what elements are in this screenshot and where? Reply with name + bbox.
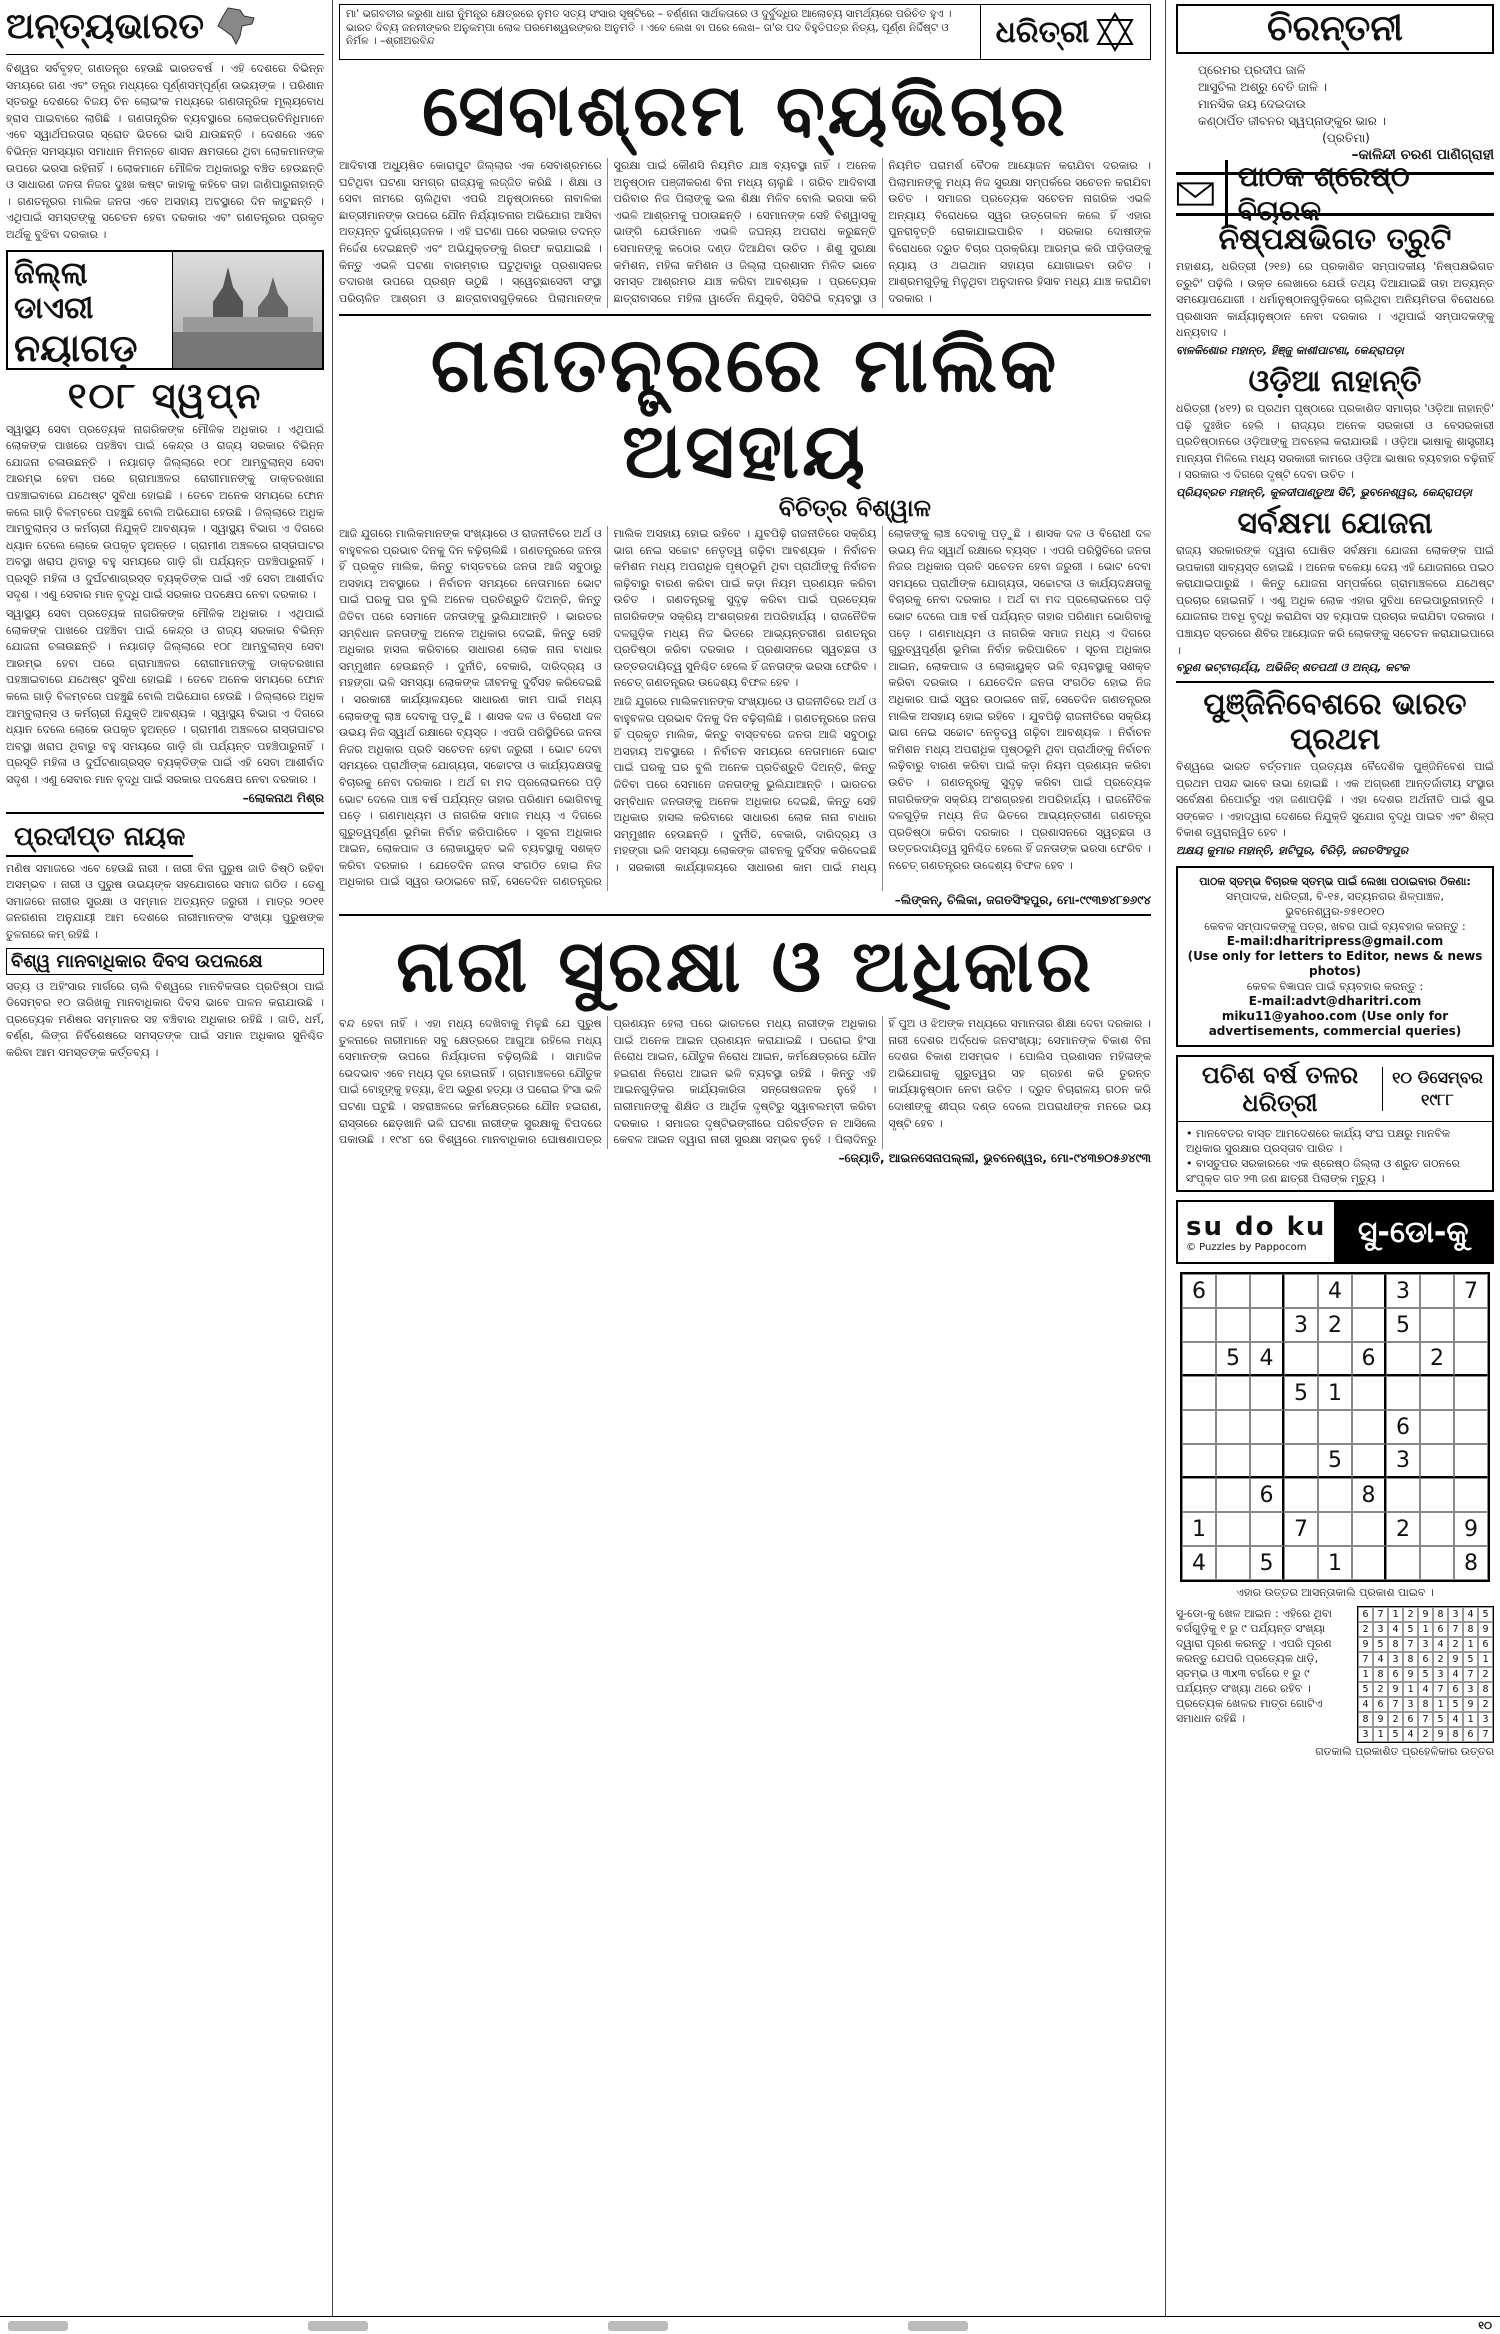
sudoku-cell: 3 — [1386, 1444, 1420, 1478]
ambulance-title: ୧୦୮ ସ୍ୱପ୍ନ — [67, 375, 263, 417]
letter4-signature: ଅକ୍ଷୟ କୁମାର ମହାନ୍ତି, ହାଟିପୁର, ବିରିଡ଼ି, ଜଗତସିଂହପୁର — [1176, 844, 1409, 858]
sudoku-cell: 4 — [1182, 1546, 1216, 1580]
column-rule-left — [332, 0, 333, 2316]
sudoku-rules: ସୁ-ଡୋ-କୁ ଖେଳ ଆଇନ : ଏହିରେ ଥିବା ବର୍ଗଗୁଡ଼ିକୁ ୧ ରୁ ୯ ପର୍ଯ୍ୟନ୍ତ ସଂଖ୍ୟା ଦ୍ୱାରା ପୂରଣ କରନ୍ତୁ । ଏପରି ପୂରଣ କରନ୍ତୁ ଯେପରି ପ୍ରତ୍ୟେକ ଧାଡ଼ି, ସ୍ତମ୍ଭ ଓ ୩x୩ ବର୍ଗରେ ୧ ରୁ ୯ ପର୍ଯ୍ୟନ୍ତ ସଂଖ୍ୟା ଥରେ ରହିବ । ପ୍ରତ୍ୟେକ ଖେଳର ମାତ୍ର ଗୋଟିଏ ସମାଧାନ ରହିଛି । — [1176, 1607, 1332, 1726]
sudoku-cell[interactable] — [1454, 1342, 1488, 1376]
letter3-heading: ସର୍ବକ୍ଷମା ଯୋଜନା — [1237, 505, 1433, 541]
sudoku-cell: 3 — [1386, 1274, 1420, 1308]
sudoku-cell[interactable] — [1216, 1308, 1250, 1342]
solution-cell: 3 — [1388, 1652, 1403, 1667]
letter2-signature: ପ୍ରିୟବ୍ରତ ମହାନ୍ତି, କୁଳଦୀପାଣ୍ଡୁଆ ସିଟି, ଭୁବନେଶ୍ୱର, କେନ୍ଦ୍ରାପଡ଼ା — [1176, 485, 1472, 499]
solution-cell: 2 — [1358, 1622, 1373, 1637]
district-diary-label: ଜିଲ୍ଲା ଡାଏରୀ — [14, 255, 94, 326]
women-safety-signature: –ଜ୍ୟୋତି, ଆଇନସେନାପଲ୍ଲୀ, ଭୁବନେଶ୍ୱର, ମୋ-୯୪୩୭୦୫୬୪୯୩ — [838, 1150, 1151, 1165]
page-footer — [0, 2316, 1500, 2334]
solution-cell: 1 — [1463, 1637, 1478, 1652]
solution-cell: 3 — [1418, 1637, 1433, 1652]
reader-banner-title: ପାଠକ ଶ୍ରେଷ୍ଠ ବିଚାରକ — [1225, 160, 1494, 228]
sudoku-cell: 8 — [1454, 1546, 1488, 1580]
ambulance-signature: –ଲୋକନାଥ ମିଶ୍ର — [242, 790, 324, 805]
sudoku-cell[interactable] — [1420, 1546, 1454, 1580]
democracy-signature: –ଲିଙ୍କନ୍, ଚିଲିକା, ଜଗତସିଂହପୁର, ମୋ-୯୯୩୭୪୮୭୬୯୪ — [894, 893, 1151, 908]
article-sevashram-text: ଆଦିବାସୀ ଅଧ୍ୟୁଷିତ କୋରାପୁଟ ଜିଲ୍ଲାର ଏକ ସେବାଶ୍ରମରେ ଘଟିଥିବା ଘଟଣା ସମଗ୍ର ରାଜ୍ୟକୁ ଲଜ୍ଜିତ କରିଛି । ଶିକ୍ଷା ଓ ସେବା ନାମରେ ଚାଲିଥିବା ଏପରି ଅନୁଷ୍ଠାନରେ ନାବାଳିକା ଛାତ୍ରୀମାନଙ୍କ ଉପରେ ଯୌନ ନିର୍ଯ୍ୟାତନାର ଅଭିଯୋଗ ଆସିବା ଅତ୍ୟନ୍ତ ଦୁର୍ଭାଗ୍ୟଜନକ । ଏହି ଘଟଣା ପରେ ସରକାର ତଦନ୍ତ ନିର୍ଦ୍ଦେଶ ଦେଇଛନ୍ତି ଏବଂ ଅଭିଯୁକ୍ତଙ୍କୁ ଗିରଫ କରାଯାଇଛି । କିନ୍ତୁ ଏଭଳି ଘଟଣା ବାରମ୍ବାର ଘଟୁଥିବାରୁ ପ୍ରଶାସନର ତଦାରଖ ଉପରେ ପ୍ରଶ୍ନ ଉଠୁଛି । ସ୍ୱେଚ୍ଛାସେବୀ ସଂସ୍ଥା ପରିଚାଳିତ ଆଶ୍ରମ ଓ ଛାତ୍ରାବାସଗୁଡ଼ିକରେ ପିଲାମାନଙ୍କ ସୁରକ୍ଷା ପାଇଁ କୌଣସି ନିୟମିତ ଯାଞ୍ଚ ବ୍ୟବସ୍ଥା ନାହିଁ । ଅନେକ ଅନୁଷ୍ଠାନ ପଞ୍ଜୀକରଣ ବିନା ମଧ୍ୟ ଚାଲୁଛି । ଗରିବ ଆଦିବାସୀ ପରିବାର ନିଜ ପିଲାଙ୍କୁ ଭଲ ଶିକ୍ଷା ମିଳିବ ବୋଲି ଭରସା କରି ଏଭଳି ଆଶ୍ରମକୁ ପଠାଉଛନ୍ତି । ସେମାନଙ୍କ ସେହି ବିଶ୍ୱାସକୁ ଭାଙ୍ଗି ଯେଉଁମାନେ ଏଭଳି ଜଘନ୍ୟ ଅପରାଧ କରୁଛନ୍ତି ସେମାନଙ୍କୁ କଠୋର ଦଣ୍ଡ ଦିଆଯିବା ଉଚିତ । ଶିଶୁ ସୁରକ୍ଷା କମିଶନ, ମହିଳା କମିଶନ ଓ ଜିଲ୍ଲା ପ୍ରଶାସନ ମିଳିତ ଭାବେ ସମସ୍ତ ଆଶ୍ରମର ଯାଞ୍ଚ କରିବା ଆବଶ୍ୟକ । ପ୍ରତ୍ୟେକ ଛାତ୍ରାବାସରେ ମହିଳା ୱାର୍ଡେନ ନିଯୁକ୍ତି, ସିସିଟିଭି ବ୍ୟବସ୍ଥା ଓ ନିୟମିତ ପରାମର୍ଶ ବୈଠକ ଆୟୋଜନ କରାଯିବା ଦରକାର । ପିଲାମାନଙ୍କୁ ମଧ୍ୟ ନିଜ ସୁରକ୍ଷା ସମ୍ପର୍କରେ ସଚେତନ କରାଯିବା ଉଚିତ । ସମାଜର ପ୍ରତ୍ୟେକ ସଚେତନ ନାଗରିକ ଏଭଳି ଅନ୍ୟାୟ ବିରୋଧରେ ସ୍ୱର ଉତ୍ତୋଳନ କଲେ ହିଁ ଏହାର ପୁନରାବୃତ୍ତି ରୋକାଯାଇପାରିବ । ସରକାର ଦୋଷୀଙ୍କ ବିରୋଧରେ ଦ୍ରୁତ ବିଚାର ପ୍ରକ୍ରିୟା ଆରମ୍ଭ କରି ପୀଡ଼ିତାଙ୍କୁ ନ୍ୟାୟ ଓ ଥଇଥାନ ସହାୟତା ଯୋଗାଇବା ଉଚିତ । ଆଶ୍ରମଗୁଡ଼ିକୁ ମିଳୁଥିବା ଅନୁଦାନର ହିସାବ ମଧ୍ୟ ଯାଞ୍ଚ କରାଯିବା ଦରକାର । — [339, 159, 1151, 305]
solution-cell: 2 — [1478, 1667, 1493, 1682]
sudoku-cell: 9 — [1454, 1512, 1488, 1546]
solution-cell: 8 — [1373, 1667, 1388, 1682]
sudoku-cell: 8 — [1352, 1478, 1386, 1512]
sudoku-cell[interactable] — [1454, 1410, 1488, 1444]
solution-cell: 8 — [1358, 1712, 1373, 1727]
contact-email-editor[interactable]: E-mail:dharitripress@gmail.com — [1226, 934, 1444, 949]
sudoku-cell[interactable] — [1420, 1478, 1454, 1512]
sudoku-cell[interactable] — [1454, 1308, 1488, 1342]
pradeepta-article — [6, 861, 324, 944]
sudoku-cell[interactable] — [1182, 1308, 1216, 1342]
solution-cell: 5 — [1388, 1727, 1403, 1742]
sudoku-cell[interactable] — [1284, 1274, 1318, 1308]
sudoku-cell: 4 — [1318, 1274, 1352, 1308]
solution-cell: 9 — [1448, 1652, 1463, 1667]
sudoku-word: su do ku — [1186, 1211, 1327, 1242]
solution-cell: 1 — [1403, 1682, 1418, 1697]
sudoku-cell: 5 — [1386, 1308, 1420, 1342]
masthead-quote: ମା' ଭଗବତୀର କରୁଣା ଧାରା ନିୁମନ୍ତ୍ର କ୍ଷେତ୍ରରେ ନୁମତ ସତ୍ୟ ସଂସାର ସୃଷ୍ଟିରେ – ବର୍ଣ୍ଣନା ସାର୍ଥକତାରେ ଓ ଦୁର୍ବୁଦ୍ଧିର ଆଲୋଚ୍ୟ ସାମର୍ଥ୍ୟରେ ପରିଚିତ ହୁଏ । ଭାରତ ଦିବ୍ୟ ଜନନୀଙ୍କର ଅନୁକମ୍ପା ଲୋକ ପରମେଶ୍ୱରଙ୍କର ଅନୁମତି । ଏବେ ଲେଖ ବା ପରେ ଲେଖ– ତା'ର ପଦ ବିହୁତିପତ୍ର ନିତ୍ୟ, ପୂର୍ଣ୍ଣ ନିର୍ଦ୍ଦିଷ୍ଟ ଓ ନିର୍ମଳ । –ଶ୍ରୀଅରବିନ୍ଦ — [346, 8, 952, 47]
sudoku-cell[interactable] — [1284, 1546, 1318, 1580]
sudoku-cell[interactable] — [1284, 1342, 1318, 1376]
human-rights-heading: ବିଶ୍ୱ ମାନବାଧିକାର ଦିବସ ଉପଲକ୍ଷେ — [6, 948, 324, 975]
sudoku-solution-section — [1176, 1606, 1494, 1743]
letter1-signature: ବାଳକିଶୋର ମହାନ୍ତ, ହିଞ୍ଜୁ କାଶୀପାଟଣା, କେନ୍ଦ୍ରାପଡ଼ା — [1176, 343, 1404, 357]
sudoku-cell: 6 — [1352, 1342, 1386, 1376]
sudoku-cell[interactable] — [1420, 1308, 1454, 1342]
list-item: • ବାସ୍ତୁପର ସରକାରରେ ଏକ ଶ୍ରେଷ୍ଠ ଜିଲ୍ଲା ଓ ଶ୍ରୁତ ଗଠନରେ ସଂପୃକ୍ତ ଗତ ୨୩ ଜଣ ଛାତ୍ରୀ ପିଲାଙ୍କ ମୃତ୍ୟୁ । — [1186, 1156, 1484, 1186]
section-logo-text: ଅନ୍ତ୍ୟଭାରତ — [6, 4, 205, 47]
letter4-heading: ପୁଞ୍ଜିନିବେଶରେ ଭାରତ ପ୍ରଥମ — [1176, 681, 1494, 757]
solution-cell: 3 — [1478, 1712, 1493, 1727]
solution-cell: 9 — [1388, 1682, 1403, 1697]
twenty-five-years-list — [1178, 1121, 1492, 1190]
solution-cell: 1 — [1388, 1607, 1403, 1622]
solution-cell: 6 — [1463, 1727, 1478, 1742]
sudoku-cell[interactable] — [1352, 1546, 1386, 1580]
letter4-body: ବିଶ୍ୱରେ ଭାରତ ବର୍ତ୍ତମାନ ପ୍ରତ୍ୟକ୍ଷ ବୈଦେଶିକ ପୁଞ୍ଜିନିବେଶ ପାଇଁ ପ୍ରଥମ ପସନ୍ଦ ଭାବେ ଉଭା ହୋଇଛି । ଏକ ଅଗ୍ରଣୀ ଆନ୍ତର୍ଜାତୀୟ ସଂସ୍ଥାର ସର୍ବେକ୍ଷଣ ରିପୋର୍ଟରୁ ଏହା ଜଣାପଡ଼ିଛି । ଏହା ଦେଶର ଅର୍ଥନୀତି ପାଇଁ ଶୁଭ ସଙ୍କେତ । ଏହାଦ୍ୱାରା ଦେଶରେ ନିଯୁକ୍ତି ସୁଯୋଗ ବୃଦ୍ଧି ପାଇବ ଏବଂ ଶିଳ୍ପ ବିକାଶ ତ୍ୱରାନ୍ୱିତ ହେବ । — [1176, 760, 1494, 840]
solution-cell: 3 — [1403, 1697, 1418, 1712]
article-women-safety — [339, 1016, 1151, 1149]
solution-cell: 7 — [1403, 1637, 1418, 1652]
sudoku-cell[interactable] — [1352, 1444, 1386, 1478]
solution-cell: 6 — [1448, 1682, 1463, 1697]
twenty-five-years-year: ୧୯୮୮ — [1421, 1090, 1454, 1110]
solution-cell: 3 — [1448, 1607, 1463, 1622]
sudoku-cell[interactable] — [1352, 1274, 1386, 1308]
solution-cell: 1 — [1478, 1652, 1493, 1667]
footer-tab — [308, 2321, 368, 2331]
article-democracy-text-cont: ଆଜି ଯୁଗରେ ମାଲିକମାନଙ୍କ ସଂଖ୍ୟାରେ ଓ ରାଜନୀତିରେ ଅର୍ଥ ଓ ବାହୁବଳର ପ୍ରଭାବ ଦିନକୁ ଦିନ ବଢ଼ିଚାଲିଛି । ଗଣତନ୍ତ୍ରରେ ଜନତା ହିଁ ପ୍ରକୃତ ମାଲିକ, କିନ୍ତୁ ବାସ୍ତବରେ ଜନତା ଆଜି ସବୁଠାରୁ ଅସହାୟ ଅବସ୍ଥାରେ । ନିର୍ବାଚନ ସମୟରେ ନେତାମାନେ ଭୋଟ ପାଇଁ ଘରକୁ ଘର ବୁଲି ଅନେକ ପ୍ରତିଶ୍ରୁତି ଦିଅନ୍ତି, କିନ୍ତୁ ଜିତିବା ପରେ ସେମାନେ ଜନତାଙ୍କୁ ଭୁଲିଯାଆନ୍ତି । ଭାରତର ସମ୍ବିଧାନ ଜନତାଙ୍କୁ ଅନେକ ଅଧିକାର ଦେଇଛି, କିନ୍ତୁ ସେହି ଅଧିକାର ହାସଲ କରିବାରେ ସାଧାରଣ ଲୋକ ନାନା ବାଧାର ସମ୍ମୁଖୀନ ହେଉଛନ୍ତି । ଦୁର୍ନୀତି, ବେକାରି, ଦାରିଦ୍ର୍ୟ ଓ ମହଙ୍ଗା ଭଳି ସମସ୍ୟା ଲୋକଙ୍କ ଜୀବନକୁ ଦୁର୍ବିସହ କରିଦେଇଛି । ସରକାରୀ କାର୍ଯ୍ୟାଳୟରେ ସାଧାରଣ କାମ ପାଇଁ ମଧ୍ୟ ଲୋକଙ୍କୁ ଲାଞ୍ଚ ଦେବାକୁ ପଡ଼ୁଛି । ଶାସକ ଦଳ ଓ ବିରୋଧୀ ଦଳ ଉଭୟ ନିଜ ସ୍ୱାର୍ଥ ରକ୍ଷାରେ ବ୍ୟସ୍ତ । ଏପରି ପରିସ୍ଥିତିରେ ଜନତା ନିଜର ଅଧିକାର ପ୍ରତି ସଚେତନ ହେବା ଜରୁରୀ । ଭୋଟ ଦେବା ସମୟରେ ପ୍ରାର୍ଥୀଙ୍କ ଯୋଗ୍ୟତା, ସଚ୍ଚୋଟତା ଓ କାର୍ଯ୍ୟଦକ୍ଷତାକୁ ବିଚାରକୁ ନେବା ଦରକାର । ଅର୍ଥ ବା ମଦ ପ୍ରଲୋଭନରେ ପଡ଼ି ଭୋଟ ଦେଲେ ପାଞ୍ଚ ବର୍ଷ ପର୍ଯ୍ୟନ୍ତ ତାହାର ପରିଣାମ ଭୋଗିବାକୁ ପଡ଼େ । ଗଣମାଧ୍ୟମ ଓ ନାଗରିକ ସମାଜ ମଧ୍ୟ ଏ ଦିଗରେ ଗୁରୁତ୍ୱପୂର୍ଣ୍ଣ ଭୂମିକା ନିର୍ବାହ କରିପାରିବେ । ସୂଚନା ଅଧିକାର ଆଇନ, ଲୋକପାଳ ଓ ଲୋକାୟୁକ୍ତ ଭଳି ବ୍ୟବସ୍ଥାକୁ ସଶକ୍ତ କରିବା ଦରକାର । ଯେତେଦିନ ଜନତା ସଂଗଠିତ ହୋଇ ନିଜ ଅଧିକାର ପାଇଁ ସ୍ୱର ଉଠାଇବେ ନାହିଁ, ସେତେଦିନ ଗଣତନ୍ତ୍ରର ମାଲିକ ଅସହାୟ ହୋଇ ରହିବେ । ଯୁବପିଢ଼ି ରାଜନୀତିରେ ସକ୍ରିୟ ଭାଗ ନେଇ ସଚ୍ଚୋଟ ନେତୃତ୍ୱ ଗଢ଼ିବା ଆବଶ୍ୟକ । ନିର୍ବାଚନ କମିଶନ ମଧ୍ୟ ଅପରାଧିକ ପୃଷ୍ଠଭୂମି ଥିବା ପ୍ରାର୍ଥୀଙ୍କୁ ନିର୍ବାଚନ ଲଢ଼ିବାରୁ ବାରଣ କରିବା ପାଇଁ କଡ଼ା ନିୟମ ପ୍ରଣୟନ କରିବା ଉଚିତ । ଗଣତନ୍ତ୍ରକୁ ସୁଦୃଢ଼ କରିବା ପାଇଁ ପ୍ରତ୍ୟେକ ନାଗରିକଙ୍କ ସକ୍ରିୟ ଅଂଶଗ୍ରହଣ ଅପରିହାର୍ଯ୍ୟ । ରାଜନୈତିକ ଦଳଗୁଡ଼ିକ ମଧ୍ୟ ନିଜ ଭିତରେ ଆଭ୍ୟନ୍ତରୀଣ ଗଣତନ୍ତ୍ର ପ୍ରତିଷ୍ଠା କରିବା ଦରକାର । ପ୍ରଶାସନରେ ସ୍ୱଚ୍ଛତା ଓ ଉତ୍ତରଦାୟିତ୍ୱ ସୁନିଶ୍ଚିତ ହେଲେ ହିଁ ଜନତାଙ୍କ ଭରସା ଫେରିବ । ନଚେତ୍ ଗଣତନ୍ତ୍ରର ଉଦ୍ଦେଶ୍ୟ ବିଫଳ ହେବ । — [613, 527, 1151, 874]
solution-cell: 4 — [1358, 1697, 1373, 1712]
sudoku-cell: 5 — [1318, 1444, 1352, 1478]
poem-line: ପ୍ରେମର ପ୍ରଦୀପ ଜାଳି — [1198, 63, 1306, 77]
sudoku-cell[interactable] — [1386, 1376, 1420, 1410]
solution-cell: 6 — [1433, 1622, 1448, 1637]
solution-cell: 3 — [1463, 1682, 1478, 1697]
left-column — [0, 0, 330, 2316]
sudoku-cell[interactable] — [1454, 1478, 1488, 1512]
headline-democracy: ଗଣତନ୍ତ୍ରରେ ମାଲିକ ଅସହାୟ — [430, 320, 1060, 496]
solution-cell: 4 — [1373, 1652, 1388, 1667]
contact-email-advt[interactable]: E-mail:advt@dharitri.com — [1248, 994, 1422, 1009]
solution-cell: 9 — [1418, 1607, 1433, 1622]
solution-cell: 6 — [1373, 1697, 1388, 1712]
poem — [1176, 62, 1494, 164]
masthead-quote-box — [339, 4, 1151, 60]
solution-cell: 5 — [1463, 1652, 1478, 1667]
sudoku-cell: 3 — [1284, 1308, 1318, 1342]
letter1-body: ମହାଶୟ, ଧରିତ୍ରୀ (୨୧୭) ରେ ପ୍ରକାଶିତ ସମ୍ପାଦକୀୟ 'ନିଷ୍ପକ୍ଷଭିଗତ ତ୍ରୁଟି' ପଢ଼ିଲି । ଉକ୍ତ ଲେଖାରେ ଯେଉଁ ତଥ୍ୟ ଦିଆଯାଇଛି ତାହା ଅତ୍ୟନ୍ତ ସମୟୋପଯୋଗୀ । ଧର୍ମାନୁଷ୍ଠାନଗୁଡ଼ିକରେ ଚାଲିଥିବା ଅନିୟମିତତା ବିରୋଧରେ ପ୍ରଶାସନ କାର୍ଯ୍ୟାନୁଷ୍ଠାନ ନେବା ଦରକାର । ଏଥିପାଇଁ ସମ୍ପାଦକଙ୍କୁ ଧନ୍ୟବାଦ । — [1176, 260, 1494, 340]
sudoku-cell[interactable] — [1318, 1342, 1352, 1376]
sudoku-cell[interactable] — [1182, 1342, 1216, 1376]
sudoku-cell[interactable] — [1216, 1376, 1250, 1410]
contact-intro: ପାଠକ ସ୍ତମ୍ଭ ବିଚାରକ ସ୍ତମ୍ଭ ପାଇଁ ଲେଖା ପଠାଇବାର ଠିକଣା: — [1199, 875, 1471, 889]
page-number: ୧୦ — [1478, 2318, 1492, 2332]
sudoku-cell: 2 — [1318, 1308, 1352, 1342]
sudoku-header — [1176, 1200, 1494, 1264]
sudoku-cell[interactable] — [1352, 1308, 1386, 1342]
poem-source: (ପ୍ରତିମା) — [1322, 131, 1370, 145]
sudoku-cell[interactable] — [1216, 1444, 1250, 1478]
star-emblem-icon — [1095, 12, 1135, 52]
sudoku-cell[interactable] — [1250, 1376, 1284, 1410]
solution-cell: 5 — [1433, 1712, 1448, 1727]
sudoku-odia-title: ସୁ-ଡୋ-କୁ — [1334, 1202, 1492, 1262]
sudoku-cell: 7 — [1454, 1274, 1488, 1308]
contact-ad-label: କେବଳ ବିଜ୍ଞାପନ ପାଇଁ ବ୍ୟବହାର କରନ୍ତୁ : — [1246, 980, 1424, 994]
sudoku-cell[interactable] — [1182, 1444, 1216, 1478]
sudoku-cell[interactable] — [1352, 1376, 1386, 1410]
sudoku-cell: 1 — [1318, 1376, 1352, 1410]
envelope-icon — [1176, 179, 1215, 209]
sudoku-cell[interactable] — [1182, 1376, 1216, 1410]
poem-line: ମାନସିକ ଜୟ ଦେଇଦାଉ — [1198, 97, 1306, 111]
sudoku-cell[interactable] — [1420, 1512, 1454, 1546]
sudoku-cell: 5 — [1216, 1342, 1250, 1376]
section-logo — [6, 4, 324, 48]
sudoku-cell[interactable] — [1420, 1274, 1454, 1308]
sudoku-cell[interactable] — [1420, 1410, 1454, 1444]
solution-cell: 5 — [1478, 1607, 1493, 1622]
solution-cell: 2 — [1433, 1652, 1448, 1667]
contact-box — [1176, 866, 1494, 1047]
middle-column — [335, 0, 1155, 2316]
letter2-heading: ଓଡ଼ିଆ ନାହାନ୍ତି — [1248, 363, 1422, 399]
solution-cell: 2 — [1388, 1712, 1403, 1727]
left-lead-article — [6, 61, 324, 244]
solution-cell: 1 — [1373, 1727, 1388, 1742]
solution-cell: 8 — [1403, 1652, 1418, 1667]
sudoku-cell: 1 — [1182, 1512, 1216, 1546]
headline-sevashram: ସେବାଶ୍ରମ ବ୍ୟଭିଚାର — [422, 68, 1068, 152]
sudoku-cell[interactable] — [1216, 1274, 1250, 1308]
article-democracy-text: ଆଜି ଯୁଗରେ ମାଲିକମାନଙ୍କ ସଂଖ୍ୟାରେ ଓ ରାଜନୀତିରେ ଅର୍ଥ ଓ ବାହୁବଳର ପ୍ରଭାବ ଦିନକୁ ଦିନ ବଢ଼ିଚାଲିଛି । ଗଣତନ୍ତ୍ରରେ ଜନତା ହିଁ ପ୍ରକୃତ ମାଲିକ, କିନ୍ତୁ ବାସ୍ତବରେ ଜନତା ଆଜି ସବୁଠାରୁ ଅସହାୟ ଅବସ୍ଥାରେ । ନିର୍ବାଚନ ସମୟରେ ନେତାମାନେ ଭୋଟ ପାଇଁ ଘରକୁ ଘର ବୁଲି ଅନେକ ପ୍ରତିଶ୍ରୁତି ଦିଅନ୍ତି, କିନ୍ତୁ ଜିତିବା ପରେ ସେମାନେ ଜନତାଙ୍କୁ ଭୁଲିଯାଆନ୍ତି । ଭାରତର ସମ୍ବିଧାନ ଜନତାଙ୍କୁ ଅନେକ ଅଧିକାର ଦେଇଛି, କିନ୍ତୁ ସେହି ଅଧିକାର ହାସଲ କରିବାରେ ସାଧାରଣ ଲୋକ ନାନା ବାଧାର ସମ୍ମୁଖୀନ ହେଉଛନ୍ତି । ଦୁର୍ନୀତି, ବେକାରି, ଦାରିଦ୍ର୍ୟ ଓ ମହଙ୍ଗା ଭଳି ସମସ୍ୟା ଲୋକଙ୍କ ଜୀବନକୁ ଦୁର୍ବିସହ କରିଦେଇଛି । ସରକାରୀ କାର୍ଯ୍ୟାଳୟରେ ସାଧାରଣ କାମ ପାଇଁ ମଧ୍ୟ ଲୋକଙ୍କୁ ଲାଞ୍ଚ ଦେବାକୁ ପଡ଼ୁଛି । ଶାସକ ଦଳ ଓ ବିରୋଧୀ ଦଳ ଉଭୟ ନିଜ ସ୍ୱାର୍ଥ ରକ୍ଷାରେ ବ୍ୟସ୍ତ । ଏପରି ପରିସ୍ଥିତିରେ ଜନତା ନିଜର ଅଧିକାର ପ୍ରତି ସଚେତନ ହେବା ଜରୁରୀ । ଭୋଟ ଦେବା ସମୟରେ ପ୍ରାର୍ଥୀଙ୍କ ଯୋଗ୍ୟତା, ସଚ୍ଚୋଟତା ଓ କାର୍ଯ୍ୟଦକ୍ଷତାକୁ ବିଚାରକୁ ନେବା ଦରକାର । ଅର୍ଥ ବା ମଦ ପ୍ରଲୋଭନରେ ପଡ଼ି ଭୋଟ ଦେଲେ ପାଞ୍ଚ ବର୍ଷ ପର୍ଯ୍ୟନ୍ତ ତାହାର ପରିଣାମ ଭୋଗିବାକୁ ପଡ଼େ । ଗଣମାଧ୍ୟମ ଓ ନାଗରିକ ସମାଜ ମଧ୍ୟ ଏ ଦିଗରେ ଗୁରୁତ୍ୱପୂର୍ଣ୍ଣ ଭୂମିକା ନିର୍ବାହ କରିପାରିବେ । ସୂଚନା ଅଧିକାର ଆଇନ, ଲୋକପାଳ ଓ ଲୋକାୟୁକ୍ତ ଭଳି ବ୍ୟବସ୍ଥାକୁ ସଶକ୍ତ କରିବା ଦରକାର । ଯେତେଦିନ ଜନତା ସଂଗଠିତ ହୋଇ ନିଜ ଅଧିକାର ପାଇଁ ସ୍ୱର ଉଠାଇବେ ନାହିଁ, ସେତେଦିନ ଗଣତନ୍ତ୍ରର ମାଲିକ ଅସହାୟ ହୋଇ ରହିବେ । ଯୁବପିଢ଼ି ରାଜନୀତିରେ ସକ୍ରିୟ ଭାଗ ନେଇ ସଚ୍ଚୋଟ ନେତୃତ୍ୱ ଗଢ଼ିବା ଆବଶ୍ୟକ । ନିର୍ବାଚନ କମିଶନ ମଧ୍ୟ ଅପରାଧିକ ପୃଷ୍ଠଭୂମି ଥିବା ପ୍ରାର୍ଥୀଙ୍କୁ ନିର୍ବାଚନ ଲଢ଼ିବାରୁ ବାରଣ କରିବା ପାଇଁ କଡ଼ା ନିୟମ ପ୍ରଣୟନ କରିବା ଉଚିତ । ଗଣତନ୍ତ୍ରକୁ ସୁଦୃଢ଼ କରିବା ପାଇଁ ପ୍ରତ୍ୟେକ ନାଗରିକଙ୍କ ସକ୍ରିୟ ଅଂଶଗ୍ରହଣ ଅପରିହାର୍ଯ୍ୟ । ରାଜନୈତିକ ଦଳଗୁଡ଼ିକ ମଧ୍ୟ ନିଜ ଭିତରେ ଆଭ୍ୟନ୍ତରୀଣ ଗଣତନ୍ତ୍ର ପ୍ରତିଷ୍ଠା କରିବା ଦରକାର । ପ୍ରଶାସନରେ ସ୍ୱଚ୍ଛତା ଓ ଉତ୍ତରଦାୟିତ୍ୱ ସୁନିଶ୍ଚିତ ହେଲେ ହିଁ ଜନତାଙ୍କ ଭରସା ଫେରିବ । ନଚେତ୍ ଗଣତନ୍ତ୍ରର ଉଦ୍ଦେଶ୍ୟ ବିଫଳ ହେବ । — [339, 527, 877, 889]
solution-cell: 9 — [1358, 1637, 1373, 1652]
ambulance-text: ସ୍ୱାସ୍ଥ୍ୟ ସେବା ପ୍ରତ୍ୟେକ ନାଗରିକଙ୍କ ମୌଳିକ ଅଧିକାର । ଏଥିପାଇଁ ଲୋକଙ୍କ ପାଖରେ ପହଞ୍ଚିବା ପାଇଁ କେନ୍ଦ୍ର ଓ ରାଜ୍ୟ ସରକାର ବିଭିନ୍ନ ଯୋଜନା ଚଳାଉଛନ୍ତି । ନୟାଗଡ଼ ଜିଲ୍ଲାରେ ୧୦୮ ଆମ୍ବୁଲାନ୍ସ ସେବା ଆରମ୍ଭ ହେବା ପରେ ଗ୍ରାମାଞ୍ଚଳର ରୋଗୀମାନଙ୍କୁ ଡାକ୍ତରଖାନା ପହଞ୍ଚାଇବାରେ ଯଥେଷ୍ଟ ସୁବିଧା ହୋଇଛି । ତେବେ ଅନେକ ସମୟରେ ଫୋନ କଲେ ଗାଡ଼ି ବିଳମ୍ବରେ ପହଞ୍ଚୁଛି ବୋଲି ଅଭିଯୋଗ ହେଉଛି । ଜିଲ୍ଲାରେ ଅଧିକ ଆମ୍ବୁଲାନ୍ସ ଓ କର୍ମଚାରୀ ନିଯୁକ୍ତି ଆବଶ୍ୟକ । ସ୍ୱାସ୍ଥ୍ୟ ବିଭାଗ ଏ ଦିଗରେ ଧ୍ୟାନ ଦେଲେ ଲୋକେ ଉପକୃତ ହୁଅନ୍ତେ । ଗ୍ରାମୀଣ ଅଞ୍ଚଳରେ ରାସ୍ତାଘାଟର ଅବସ୍ଥା ଖରାପ ଥିବାରୁ ବହୁ ସମୟରେ ଗାଡ଼ି ଗାଁ ପର୍ଯ୍ୟନ୍ତ ପହଞ୍ଚିପାରୁନାହିଁ । ପ୍ରସୂତି ମହିଳା ଓ ଦୁର୍ଘଟଣାଗ୍ରସ୍ତ ବ୍ୟକ୍ତିଙ୍କ ପାଇଁ ଏହି ସେବା ଆଶୀର୍ବାଦ ସଦୃଶ । ଏଣୁ ସେବାର ମାନ ବୃଦ୍ଧି ପାଇଁ ସରକାର ପଦକ୍ଷେପ ନେବା ଦରକାର । — [6, 422, 324, 602]
solution-cell: 3 — [1358, 1727, 1373, 1742]
solution-cell: 1 — [1433, 1697, 1448, 1712]
solution-cell: 3 — [1433, 1667, 1448, 1682]
sudoku-cell: 2 — [1420, 1342, 1454, 1376]
solution-cell: 9 — [1478, 1622, 1493, 1637]
district-diary-box — [6, 250, 324, 370]
solution-cell: 4 — [1448, 1667, 1463, 1682]
pradeepta-text: ମଣିଷ ସମାଜରେ ଏବେ ହେଉଛି ନାରୀ । ନାରୀ ବିନା ପୁରୁଷ ଜାତି ତିଷ୍ଠି ରହିବା ଅସମ୍ଭବ । ନାରୀ ଓ ପୁରୁଷ ଉଭୟଙ୍କ ସହଯୋଗରେ ସମାଜ ଗଠିତ । ତେଣୁ ସମାଜରେ ନାରୀର ସୁରକ୍ଷା ଓ ସମ୍ମାନ ଅତ୍ୟନ୍ତ ଜରୁରୀ । ମାତ୍ର ୨୦୧୧ ଜନଗଣନା ଅନୁଯାୟୀ ଆମ ଦେଶରେ ନାରୀମାନଙ୍କ ସଂଖ୍ୟା ପୁରୁଷଙ୍କ ତୁଳନାରେ କମ୍ ରହିଛି । — [6, 861, 324, 941]
sudoku-cell[interactable] — [1454, 1444, 1488, 1478]
byline-democracy: ବିଚିତ୍ର ବିଶ୍ୱାଳ — [778, 494, 931, 523]
article-democracy — [339, 526, 1151, 891]
twenty-five-years-box — [1176, 1055, 1494, 1192]
solution-cell: 1 — [1418, 1622, 1433, 1637]
sudoku-cell[interactable] — [1216, 1478, 1250, 1512]
ambulance-article — [6, 422, 324, 789]
solution-cell: 7 — [1433, 1682, 1448, 1697]
contact-email-advt2[interactable]: miku11@yahoo.com (Use only for advertisements, commercial queries) — [1208, 1009, 1462, 1039]
sudoku-cell: 7 — [1284, 1512, 1318, 1546]
sudoku-grid[interactable] — [1180, 1272, 1490, 1582]
solution-cell: 9 — [1433, 1727, 1448, 1742]
solution-cell: 9 — [1403, 1667, 1418, 1682]
sudoku-cell: 5 — [1250, 1546, 1284, 1580]
solution-cell: 4 — [1403, 1727, 1418, 1742]
solution-cell: 7 — [1388, 1697, 1403, 1712]
sudoku-cell[interactable] — [1182, 1410, 1216, 1444]
district-diary-place: ନୟାଗଡ଼ — [14, 325, 138, 370]
headline-women-safety: ନାରୀ ସୁରକ୍ଷା ଓ ଅଧିକାର — [396, 924, 1094, 1009]
solution-cell: 8 — [1463, 1622, 1478, 1637]
sudoku-cell[interactable] — [1250, 1308, 1284, 1342]
solution-cell: 7 — [1358, 1652, 1373, 1667]
sudoku-cell[interactable] — [1284, 1478, 1318, 1512]
sudoku-cell[interactable] — [1352, 1410, 1386, 1444]
brand-block — [980, 5, 1150, 59]
sudoku-cell[interactable] — [1250, 1444, 1284, 1478]
temple-photo — [172, 252, 322, 368]
footer-tab — [608, 2321, 668, 2331]
sudoku-cell[interactable] — [1216, 1410, 1250, 1444]
letter3-body: ରାଜ୍ୟ ସରକାରଙ୍କ ଦ୍ୱାରା ଘୋଷିତ ସର୍ବକ୍ଷମା ଯୋଜନା ଲୋକଙ୍କ ପାଇଁ ଉପକାରୀ ସାବ୍ୟସ୍ତ ହୋଇଛି । ଅନେକ ବକେୟା ଦେୟ ଏହି ଯୋଜନାରେ ପଇଠ କରାଯାଇପାରୁଛି । କିନ୍ତୁ ଯୋଜନା ସମ୍ପର୍କରେ ଗ୍ରାମାଞ୍ଚଳରେ ଯଥେଷ୍ଟ ପ୍ରଚାର ହୋଇନାହିଁ । ଏଣୁ ଅଧିକ ଲୋକ ଏହାର ସୁବିଧା ନେଇପାରୁନାହାନ୍ତି । ଯୋଜନାର ଅବଧି ବୃଦ୍ଧି କରାଯିବା ସହ ବ୍ୟାପକ ପ୍ରଚାର କରାଯିବା ଦରକାର । ପଞ୍ଚାୟତ ସ୍ତରରେ ଶିବିର ଆୟୋଜନ କରି ଲୋକଙ୍କୁ ସଚେତନ କରାଯାଇପାରେ । — [1176, 543, 1494, 657]
solution-cell: 7 — [1418, 1712, 1433, 1727]
footer-tab — [908, 2321, 968, 2331]
human-rights-text: ସତ୍ୟ ଓ ଅହିଂସାର ମାର୍ଗରେ ଚାଲି ବିଶ୍ୱରେ ମାନବିକତାର ପ୍ରତିଷ୍ଠା ପାଇଁ ଡିସେମ୍ବର ୧୦ ତାରିଖକୁ ମାନବାଧିକାର ଦିବସ ଭାବେ ପାଳନ କରାଯାଉଛି । ପ୍ରତ୍ୟେକ ମଣିଷର ସମ୍ମାନର ସହ ବଞ୍ଚିବାର ଅଧିକାର ରହିଛି । ଜାତି, ଧର୍ମ, ବର୍ଣ୍ଣ, ଲିଙ୍ଗ ନିର୍ବିଶେଷରେ ସମସ୍ତଙ୍କ ପାଇଁ ସମାନ ଅଧିକାର ସୁନିଶ୍ଚିତ କରିବା ଆମ ସମସ୍ତଙ୍କ କର୍ତ୍ତବ୍ୟ । — [6, 979, 324, 1059]
solution-cell: 9 — [1373, 1712, 1388, 1727]
sudoku-cell[interactable] — [1250, 1410, 1284, 1444]
solution-cell: 6 — [1358, 1607, 1373, 1622]
solution-cell: 5 — [1418, 1667, 1433, 1682]
pradeepta-heading: ପ୍ରଦୀପ୍ତ ନାୟକ — [6, 820, 193, 857]
letter2-body: ଧରିତ୍ରୀ (୪୧୨) ର ପ୍ରଥମ ପୃଷ୍ଠାରେ ପ୍ରକାଶିତ ସମାଚାର 'ଓଡ଼ିଆ ନାହାନ୍ତି' ପଢ଼ି ଦୁଃଖିତ ହେଲି । ରାଜ୍ୟର ଅନେକ ସରକାରୀ ଓ ବେସରକାରୀ ପ୍ରତିଷ୍ଠାନରେ ଓଡ଼ିଆଙ୍କୁ ଅବହେଳା କରାଯାଉଛି । ଓଡ଼ିଆ ଭାଷାକୁ ଶାସ୍ତ୍ରୀୟ ମାନ୍ୟତା ମିଳିଲେ ମଧ୍ୟ ସରକାରୀ କାମରେ ଓଡ଼ିଆ ଭାଷାର ବ୍ୟବହାର ବଢ଼ିନାହିଁ । ସରକାର ଏ ଦିଗରେ ଦୃଷ୍ଟି ଦେବା ଉଚିତ । — [1176, 401, 1494, 482]
sudoku-cell[interactable] — [1250, 1512, 1284, 1546]
solution-cell: 2 — [1448, 1637, 1463, 1652]
solution-cell: 8 — [1433, 1607, 1448, 1622]
solution-cell: 6 — [1403, 1712, 1418, 1727]
sudoku-cell[interactable] — [1250, 1274, 1284, 1308]
brand-name: ଧରିତ୍ରୀ — [995, 14, 1090, 50]
letter3-signature: ବରୁଣ ଭଟ୍ଟାଚାର୍ଯ୍ୟ, ଅଭିଜିତ୍ ଶତପଥୀ ଓ ଅନ୍ୟ, କଟକ — [1176, 661, 1410, 675]
footer-tab — [8, 2321, 68, 2331]
article-sevashram — [339, 158, 1151, 308]
sudoku-cell: 2 — [1386, 1512, 1420, 1546]
solution-cell: 5 — [1373, 1637, 1388, 1652]
sudoku-cell[interactable] — [1284, 1410, 1318, 1444]
solution-cell: 8 — [1418, 1697, 1433, 1712]
article-women-safety-text: ବନ୍ଦ ହେବା ନାହିଁ । ଏହା ମଧ୍ୟ ଦେଖିବାକୁ ମିଳୁଛି ଯେ ପୁରୁଷ ତୁଳନାରେ ନାରୀମାନେ ସବୁ କ୍ଷେତ୍ରରେ ଆଗୁଆ ରହିଲେ ମଧ୍ୟ ସେମାନଙ୍କ ଉପରେ ନିର୍ଯ୍ୟାତନା ବଢ଼ିଚାଲିଛି । ସାମାଜିକ ଭେଦଭାବ ଏବେ ମଧ୍ୟ ଦୂର ହୋଇନାହିଁ । ଗ୍ରାମାଞ୍ଚଳରେ ଯୌତୁକ ପାଇଁ ବୋହୂଙ୍କୁ ହତ୍ୟା, ଝିଅ ଭ୍ରୁଣ ହତ୍ୟା ଓ ଘରୋଇ ହିଂସା ଭଳି ଘଟଣା ଘଟୁଛି । ସହରାଞ୍ଚଳରେ କର୍ମକ୍ଷେତ୍ରରେ ଯୌନ ହଇରାଣ, ରାସ୍ତାରେ ଛେଡ଼ଖାନି ଭଳି ଘଟଣା ନାରୀଙ୍କ ସୁରକ୍ଷାକୁ ବିପଦରେ ପକାଉଛି । ୧୯୪୮ ରେ ବିଶ୍ୱରେ ମାନବାଧିକାର ଘୋଷଣାପତ୍ର ପ୍ରଣୟନ ହେଲା ପରେ ଭାରତରେ ମଧ୍ୟ ନାରୀଙ୍କ ଅଧିକାର ପାଇଁ ଅନେକ ଆଇନ ପ୍ରଣୟନ କରାଯାଇଛି । ଘରୋଇ ହିଂସା ନିରୋଧ ଆଇନ, ଯୌତୁକ ନିରୋଧ ଆଇନ, କର୍ମକ୍ଷେତ୍ରରେ ଯୌନ ହଇରାଣ ନିରୋଧ ଆଇନ ଭଳି ବ୍ୟବସ୍ଥା ରହିଛି । କିନ୍ତୁ ଏହି ଆଇନଗୁଡ଼ିକର କାର୍ଯ୍ୟକାରିତା ସନ୍ତୋଷଜନକ ନୁହେଁ । ନାରୀମାନଙ୍କୁ ଶିକ୍ଷିତ ଓ ଆର୍ଥିକ ଦୃଷ୍ଟିରୁ ସ୍ୱାବଲମ୍ବୀ କରିବା ଦରକାର । ସମାଜର ଦୃଷ୍ଟିଭଙ୍ଗୀରେ ପରିବର୍ତ୍ତନ ନ ଆସିଲେ କେବଳ ଆଇନ ଦ୍ୱାରା ନାରୀ ସୁରକ୍ଷା ସମ୍ଭବ ନୁହେଁ । ପିଲାଦିନରୁ ହିଁ ପୁଅ ଓ ଝିଅଙ୍କ ମଧ୍ୟରେ ସମାନତାର ଶିକ୍ଷା ଦେବା ଦରକାର । ନାରୀ ଦେଶର ଅର୍ଦ୍ଧେକ ଜନସଂଖ୍ୟା; ସେମାନଙ୍କ ବିକାଶ ବିନା ଦେଶର ବିକାଶ ଅସମ୍ଭବ । ପୋଲିସ ପ୍ରଶାସନ ମହିଳାଙ୍କ ଅଭିଯୋଗକୁ ଗୁରୁତ୍ୱର ସହ ଗ୍ରହଣ କରି ତୁରନ୍ତ କାର୍ଯ୍ୟାନୁଷ୍ଠାନ ନେବା ଉଚିତ । ଦ୍ରୁତ ବିଚାରାଳୟ ଗଠନ କରି ଦୋଷୀଙ୍କୁ ଶୀଘ୍ର ଦଣ୍ଡ ଦେଲେ ଅପରାଧୀଙ୍କ ମନରେ ଭୟ ସୃଷ୍ଟି ହେବ । — [339, 1017, 1151, 1147]
sudoku-cell: 6 — [1182, 1274, 1216, 1308]
sudoku-cell[interactable] — [1386, 1546, 1420, 1580]
twenty-five-years-day: ୧୦ ଡିସେମ୍ବର — [1392, 1068, 1483, 1088]
solution-cell: 5 — [1403, 1622, 1418, 1637]
sudoku-solution-grid — [1357, 1606, 1494, 1743]
solution-caption: ଗତକାଲି ପ୍ରକାଶିତ ପ୍ରହେଳିକାର ଉତ୍ତର — [1315, 1745, 1494, 1759]
sudoku-cell[interactable] — [1216, 1546, 1250, 1580]
contact-edit-label: କେବଳ ସମ୍ପାଦକଙ୍କୁ ପତ୍ର, ଖବର ପାଇଁ ବ୍ୟବହାର କରନ୍ତୁ : — [1204, 920, 1466, 934]
sudoku-cell: 6 — [1386, 1410, 1420, 1444]
ambulance-text-cont: ସ୍ୱାସ୍ଥ୍ୟ ସେବା ପ୍ରତ୍ୟେକ ନାଗରିକଙ୍କ ମୌଳିକ ଅଧିକାର । ଏଥିପାଇଁ ଲୋକଙ୍କ ପାଖରେ ପହଞ୍ଚିବା ପାଇଁ କେନ୍ଦ୍ର ଓ ରାଜ୍ୟ ସରକାର ବିଭିନ୍ନ ଯୋଜନା ଚଳାଉଛନ୍ତି । ନୟାଗଡ଼ ଜିଲ୍ଲାରେ ୧୦୮ ଆମ୍ବୁଲାନ୍ସ ସେବା ଆରମ୍ଭ ହେବା ପରେ ଗ୍ରାମାଞ୍ଚଳର ରୋଗୀମାନଙ୍କୁ ଡାକ୍ତରଖାନା ପହଞ୍ଚାଇବାରେ ଯଥେଷ୍ଟ ସୁବିଧା ହୋଇଛି । ତେବେ ଅନେକ ସମୟରେ ଫୋନ କଲେ ଗାଡ଼ି ବିଳମ୍ବରେ ପହଞ୍ଚୁଛି ବୋଲି ଅଭିଯୋଗ ହେଉଛି । ଜିଲ୍ଲାରେ ଅଧିକ ଆମ୍ବୁଲାନ୍ସ ଓ କର୍ମଚାରୀ ନିଯୁକ୍ତି ଆବଶ୍ୟକ । ସ୍ୱାସ୍ଥ୍ୟ ବିଭାଗ ଏ ଦିଗରେ ଧ୍ୟାନ ଦେଲେ ଲୋକେ ଉପକୃତ ହୁଅନ୍ତେ । ଗ୍ରାମୀଣ ଅଞ୍ଚଳରେ ରାସ୍ତାଘାଟର ଅବସ୍ଥା ଖରାପ ଥିବାରୁ ବହୁ ସମୟରେ ଗାଡ଼ି ଗାଁ ପର୍ଯ୍ୟନ୍ତ ପହଞ୍ଚିପାରୁନାହିଁ । ପ୍ରସୂତି ମହିଳା ଓ ଦୁର୍ଘଟଣାଗ୍ରସ୍ତ ବ୍ୟକ୍ତିଙ୍କ ପାଇଁ ଏହି ସେବା ଆଶୀର୍ବାଦ ସଦୃଶ । ଏଣୁ ସେବାର ମାନ ବୃଦ୍ଧି ପାଇଁ ସରକାର ପଦକ୍ଷେପ ନେବା ଦରକାର । — [6, 607, 324, 786]
sudoku-cell[interactable] — [1454, 1376, 1488, 1410]
solution-cell: 6 — [1418, 1652, 1433, 1667]
solution-cell: 4 — [1463, 1607, 1478, 1622]
solution-cell: 8 — [1388, 1637, 1403, 1652]
sudoku-cell[interactable] — [1318, 1478, 1352, 1512]
solution-cell: 4 — [1418, 1682, 1433, 1697]
sudoku-cell[interactable] — [1386, 1342, 1420, 1376]
solution-cell: 4 — [1433, 1637, 1448, 1652]
solution-cell: 4 — [1388, 1622, 1403, 1637]
sudoku-credit: © Puzzles by Pappocom — [1186, 1241, 1307, 1253]
contact-address: ସମ୍ପାଦକ, ଧରିତ୍ରୀ, ବି-୧୫, ସତ୍ୟନଗର ଶିଳ୍ପାଞ୍ଚଳ, ଭୁବନେଶ୍ୱର-୭୫୧୦୧୦ — [1225, 890, 1445, 919]
solution-cell: 8 — [1448, 1727, 1463, 1742]
solution-cell: 7 — [1448, 1622, 1463, 1637]
solution-cell: 4 — [1448, 1712, 1463, 1727]
solution-cell: 2 — [1478, 1697, 1493, 1712]
india-map-icon — [214, 6, 258, 46]
sudoku-cell: 6 — [1250, 1478, 1284, 1512]
solution-cell: 5 — [1448, 1697, 1463, 1712]
solution-cell: 2 — [1373, 1682, 1388, 1697]
solution-cell: 6 — [1388, 1667, 1403, 1682]
sudoku-cell[interactable] — [1318, 1410, 1352, 1444]
sudoku-cell: 4 — [1250, 1342, 1284, 1376]
poem-author: –କାଳିନ୍ଦୀ ଚରଣ ପାଣିଗ୍ରାହୀ — [1351, 147, 1494, 163]
solution-cell: 2 — [1403, 1607, 1418, 1622]
solution-cell: 9 — [1463, 1697, 1478, 1712]
sudoku-cell[interactable] — [1318, 1512, 1352, 1546]
letter1-heading: ନିଷ୍ପକ୍ଷଭିଗତ ତ୍ରୁଟି — [1218, 222, 1452, 257]
solution-cell: 1 — [1463, 1712, 1478, 1727]
solution-cell: 7 — [1478, 1727, 1493, 1742]
sudoku-cell: 5 — [1284, 1376, 1318, 1410]
solution-cell: 1 — [1358, 1667, 1373, 1682]
twenty-five-years-label: ପଚିଶ ବର୍ଷ ତଳର ଧରିତ୍ରୀ — [1201, 1061, 1359, 1118]
solution-cell: 2 — [1418, 1727, 1433, 1742]
contact-note-editor: (Use only for letters to Editor, news & news photos) — [1187, 949, 1483, 979]
right-column — [1170, 0, 1500, 2316]
sudoku-cell[interactable] — [1216, 1512, 1250, 1546]
twenty-five-years-date — [1382, 1067, 1492, 1111]
sudoku-caption: ଏହାର ଉତ୍ତର ଆସନ୍ତାକାଲି ପ୍ରକାଶ ପାଇବ । — [1236, 1586, 1434, 1600]
sudoku-cell[interactable] — [1182, 1478, 1216, 1512]
column-rule-right — [1165, 0, 1166, 2316]
chirantani-heading: ଚିରନ୍ତନୀ — [1176, 4, 1494, 54]
sudoku-cell[interactable] — [1386, 1478, 1420, 1512]
sudoku-cell[interactable] — [1420, 1444, 1454, 1478]
solution-cell: 6 — [1478, 1637, 1493, 1652]
solution-cell: 3 — [1373, 1622, 1388, 1637]
sudoku-cell: 1 — [1318, 1546, 1352, 1580]
sudoku-cell[interactable] — [1352, 1512, 1386, 1546]
solution-cell: 7 — [1373, 1607, 1388, 1622]
list-item: • ମାନବେତର ବାସ୍ତ ଆମଦେଶରେ କାର୍ଯ୍ୟ ସଂଘ ପକ୍ଷରୁ ମାନବିକ ଅଧିକାର ସୁରକ୍ଷାର ପ୍ରସ୍ତାବ ପାରିତ । — [1186, 1126, 1484, 1156]
solution-cell: 8 — [1478, 1682, 1493, 1697]
reader-banner — [1176, 160, 1494, 227]
sudoku-cell[interactable] — [1284, 1444, 1318, 1478]
solution-cell: 7 — [1463, 1667, 1478, 1682]
poem-line: କଣ୍ଠାର୍ପିତ ଜୀବନର ସ୍ୱପ୍ନାଙ୍କୁର ଭାର । — [1198, 114, 1387, 128]
human-rights-article — [6, 979, 324, 1062]
left-lead-text: ବିଶ୍ୱର ସର୍ବବୃହତ୍ ଗଣତନ୍ତ୍ର ହେଉଛି ଭାରତବର୍ଷ । ଏହି ଦେଶରେ ବିଭିନ୍ନ ସମୟରେ ଗଣ ଏବଂ ତନ୍ତ୍ର ମଧ୍ୟରେ ପୂର୍ଣ୍ଣସମ୍ପୂର୍ଣ୍ଣ ଉଭୟଙ୍କ । ପରିଶାନ ସ୍ତରରୁ ଦେଶରେ ବିଜୟ ଚିନ ଲୋଭଂକ ମଧ୍ୟରେ ଗଣତାନ୍ତ୍ରିକ ମୂଲ୍ୟବୋଧ ହ୍ରାସ ପାଇବାରେ ଲାଗିଛି । ଗଣତାନ୍ତ୍ରିକ ବ୍ୟବସ୍ଥାରେ ଲୋକପ୍ରତିନିଧିମାନେ ଏବେ ସ୍ୱାର୍ଥପରତାର ସ୍ରୋତ ଭିତରେ ଭାସି ଯାଉଛନ୍ତି । ଦେଶରେ ଏବେ ବିଭିନ୍ନ ସମସ୍ୟାର ସମାଧାନ ନିମନ୍ତେ ଶାସନ କ୍ଷମତାରେ ଥିବା ଲୋକମାନଙ୍କ ଉପରେ ଭରସା ରହିନାହିଁ । ଲୋକମାନେ ମୌଳିକ ଅଧିକାରରୁ ବଞ୍ଚିତ ହେଉଛନ୍ତି ଓ ସାଧାରଣ ଜନତା ନିଜର ଦୁଃଖ କଷ୍ଟ କାହାକୁ କହିବେ ତାହା ଜାଣିପାରୁନାହାନ୍ତି । ଗଣତନ୍ତ୍ରର ମାଲିକ ଜନତା ଏବେ ଅସହାୟ ଅବସ୍ଥାରେ ଦିନ କାଟୁଛନ୍ତି । ଏଥିପାଇଁ ସମସ୍ତଙ୍କୁ ସଚେତନ ହେବା ଦରକାର ଏବଂ ଗଣତନ୍ତ୍ରର ପ୍ରକୃତ ଅର୍ଥକୁ ବୁଝିବା ଦରକାର । — [6, 62, 324, 241]
solution-cell: 5 — [1358, 1682, 1373, 1697]
sudoku-cell[interactable] — [1420, 1376, 1454, 1410]
poem-line: ଆସୁଚିଲ ଅଶ୍ରୁ ବେତି ଜାଳି । — [1198, 80, 1328, 94]
